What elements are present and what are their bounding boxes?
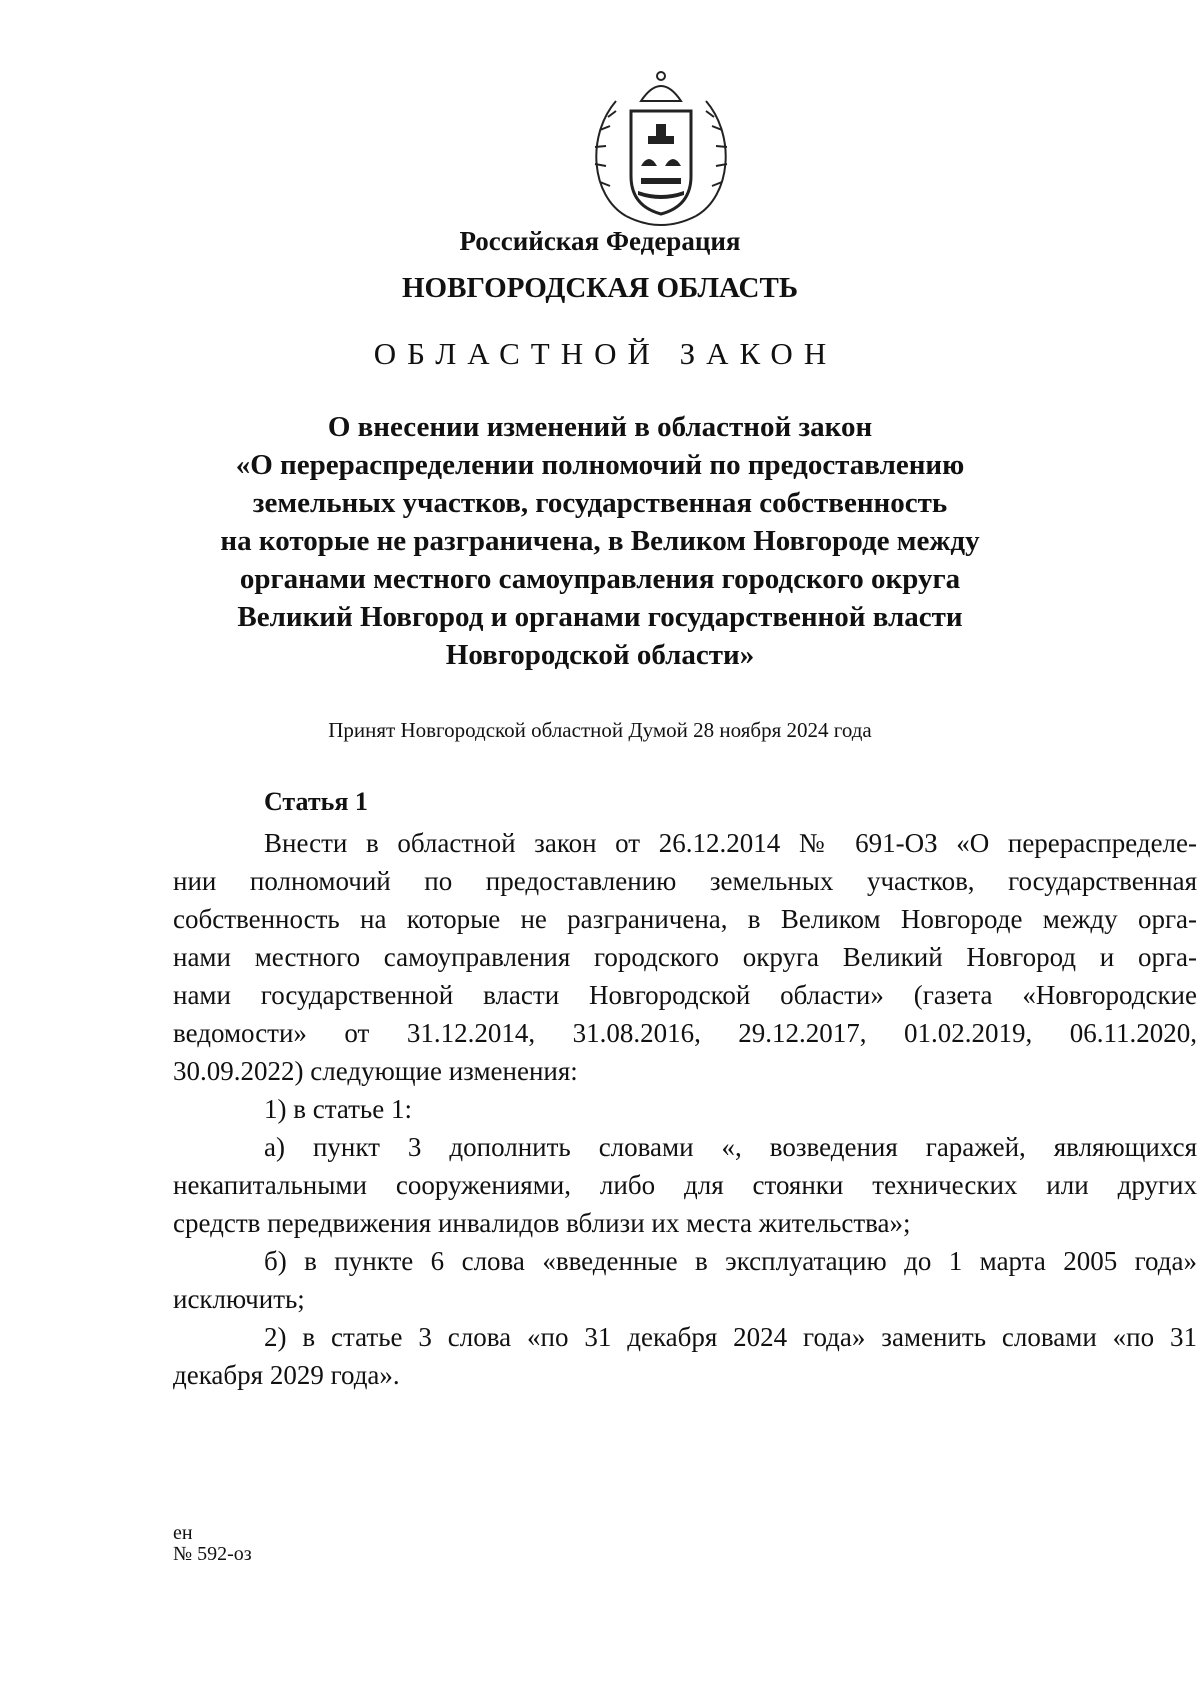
body-line: нами местного самоуправления городского округа Великий Новгород и орга-: [173, 942, 1197, 972]
body-line: некапитальными сооружениями, либо для стоянки технических или других: [173, 1170, 1197, 1200]
law-title: [0, 408, 1200, 674]
body-line: б) в пункте 6 слова «введенные в эксплуатацию до 1 марта 2005 года»: [264, 1246, 1197, 1276]
body-line: ведомости» от 31.12.2014, 31.08.2016, 29.12.2017, 01.02.2019, 06.11.2020,: [173, 1018, 1197, 1048]
country-name: Российская Федерация: [459, 226, 741, 256]
body-line: а) пункт 3 дополнить словами «, возведения гаражей, являющихся: [264, 1132, 1197, 1162]
law-number: № 592-оз: [173, 1543, 252, 1565]
body-line: нами государственной власти Новгородской области» (газета «Новгородские: [173, 980, 1197, 1010]
title-line: О внесении изменений в областной закон: [327, 411, 873, 443]
body-line: собственность на которые не разграничена, в Великом Новгороде между орга-: [173, 904, 1197, 934]
author-initials: ен: [173, 1522, 193, 1544]
body-line: 2) в статье 3 слова «по 31 декабря 2024 года» заменить словами «по 31: [264, 1322, 1197, 1352]
body-line: средств передвижения инвалидов вблизи их места жительства»;: [173, 1208, 911, 1238]
title-line: на которые не разграничена, в Великом Новгороде между: [220, 525, 980, 557]
title-line: Великий Новгород и органами государственной власти: [237, 601, 963, 633]
region-name: НОВГОРОДСКАЯ ОБЛАСТЬ: [401, 272, 799, 304]
body-line: нии полномочий по предоставлению земельных участков, государственная: [173, 866, 1197, 896]
coat-of-arms-emblem: [586, 66, 736, 236]
title-line: земельных участков, государственная собственность: [252, 487, 948, 519]
body-line: 30.09.2022) следующие изменения:: [173, 1056, 578, 1086]
title-line: органами местного самоуправления городского округа: [239, 563, 961, 595]
article-heading: Статья 1: [264, 787, 368, 816]
title-line: Новгородской области»: [445, 639, 755, 671]
document-type: ОБЛАСТНОЙ ЗАКОН: [373, 336, 838, 371]
document-footer: [173, 1523, 252, 1565]
adoption-note: Принят Новгородской областной Думой 28 ноября 2024 года: [328, 718, 872, 742]
article-body: [173, 824, 1197, 1394]
title-line: «О перераспределении полномочий по предоставлению: [235, 449, 965, 481]
body-line: 1) в статье 1:: [264, 1094, 412, 1124]
body-line: исключить;: [173, 1284, 305, 1314]
body-line: Внести в областной закон от 26.12.2014 № 691-ОЗ «О перераспределе-: [264, 828, 1197, 858]
body-line: декабря 2029 года».: [173, 1360, 400, 1390]
